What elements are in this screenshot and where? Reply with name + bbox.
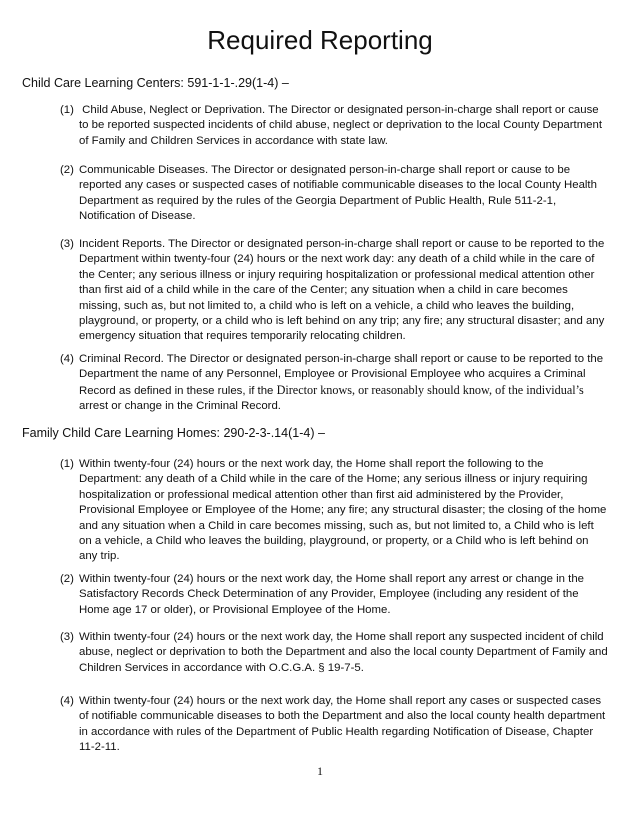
section-heading-child-care-centers: Child Care Learning Centers: 591-1-1-.29(1-4) – xyxy=(22,76,289,90)
item-text: Within twenty-four (24) hours or the next work day, the Home shall report any arrest or change in the Satisfactory Records Check Determination of any Provider, Employee (including any resident of the Home age 17 or older), or Provisional Employee of the Home. xyxy=(79,573,585,616)
item-number: (3) xyxy=(60,631,74,643)
item-number: (2) xyxy=(60,573,74,585)
item-number: (4) xyxy=(60,695,74,707)
item-text-container xyxy=(60,352,608,415)
item-text: Communicable Diseases. The Director or designated person-in-charge shall report or cause to be reported any cases or suspected cases of notifiable communicable diseases to the local County Health Department as required by the rules of the Georgia Department of Public Health, Rule 511-2-1, Notification of Disease. xyxy=(79,164,597,223)
item-number: (3) xyxy=(60,238,74,250)
list-item xyxy=(60,457,608,565)
section-heading-family-homes: Family Child Care Learning Homes: 290-2-3-.14(1-4) – xyxy=(22,426,325,440)
item-number: (4) xyxy=(60,353,74,365)
item-text-end: arrest or change in the Criminal Record. xyxy=(79,400,281,413)
item-text: Within twenty-four (24) hours or the next work day, the Home shall report any suspected incident of child abuse, neglect or deprivation to both the Department and also the local county Department of Family and Children Services in accordance with O.C.G.A. § 19-7-5. xyxy=(79,631,608,674)
list-item xyxy=(60,237,608,345)
list-item xyxy=(60,694,608,756)
item-number: (1) xyxy=(60,104,74,116)
item-text: Incident Reports. The Director or designated person-in-charge shall report or cause to be reported to the Department within twenty-four (24) hours or the next work day: any death of a child while in the care of the Center; any serious illness or injury requiring hospitalization or professional medical attention other than first aid of a child while in the care of the Center; any situation when a child in care becomes missing, such as, but not limited to, a child who is left on a vehicle, a child who leaves the building, playground, or property, or a child who is left behind on any trip; any fire; any structural disaster; and any emergency situation that requires temporarily relocating children. xyxy=(79,238,605,343)
list-item xyxy=(60,163,608,225)
item-number: (2) xyxy=(60,164,74,176)
item-text: Within twenty-four (24) hours or the next work day, the Home shall report any cases or suspected cases of notifiable communicable diseases to both the Department and also the local county health department in accordance with rules of the Department of Public Health regarding Notification of Disease, Chapter 11-2-11. xyxy=(79,695,606,754)
item-text: Child Abuse, Neglect or Deprivation. The Director or designated person-in-charge shall report or cause to be reported suspected incidents of child abuse, neglect or deprivation to the local County Department of Family and Children Services in accordance with state law. xyxy=(79,104,606,147)
item-number: (1) xyxy=(60,458,74,470)
page-number: 1 xyxy=(317,764,323,778)
list-item xyxy=(60,103,608,149)
page-title: Required Reporting xyxy=(207,25,433,55)
list-item xyxy=(60,572,608,618)
list-item xyxy=(60,352,608,415)
item-text: Criminal Record. The Director or designated person-in-charge shall report or cause to be reported to the Department the name of any Personnel, Employee or Provisional Employee who acquires a Criminal Record as defined in these rules, if the xyxy=(79,353,604,397)
item-text-serif: Director knows, or reasonably should know, of the individual’s xyxy=(276,382,584,397)
item-text: Within twenty-four (24) hours or the next work day, the Home shall report the following to the Department: any death of a Child while in the care of the Home; any serious illness or injury requiring hospitalization or professional medical attention other than first aid administered by the Provider, Provisional Employee or Employee of the Home; any fire; any structural disaster; the closing of the home and any situation when a Child in care becomes missing, such as, but not limited to, a Child who is left on a vehicle, a Child who leaves the building, playground, or property, or a Child who is left behind on any trip. xyxy=(79,458,607,563)
list-item xyxy=(60,630,608,676)
